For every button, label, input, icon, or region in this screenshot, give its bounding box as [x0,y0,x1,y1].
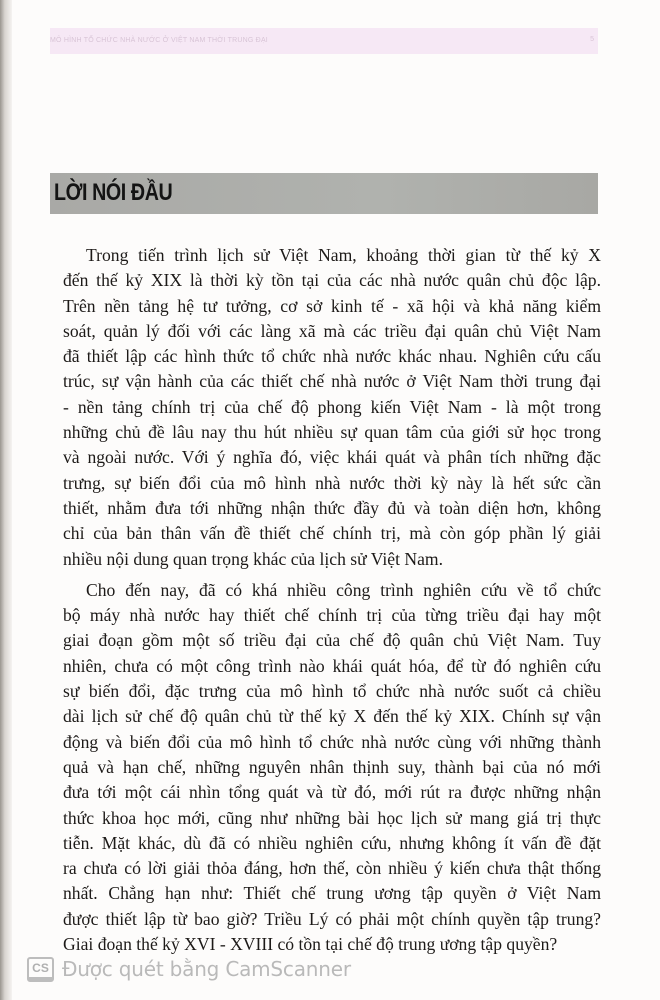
running-header-title: MÔ HÌNH TỔ CHỨC NHÀ NƯỚC Ở VIỆT NAM THỜI TRUNG ĐẠI [50,37,268,44]
section-heading-band [50,173,598,214]
text-line: trưng, sự biến đổi của mô hình nhà nước thời kỳ này là hết sức cần [63,472,601,493]
text-line: Trong tiến trình lịch sử Việt Nam, khoảng thời gian từ thế kỷ X [86,245,601,265]
text-line: và ngoài nước. Với ý nghĩa đó, việc khái quát và phân tích những đặc [63,447,601,468]
text-line: bộ máy nhà nước hay thiết chế chính trị của từng triều đại hay một [63,605,601,626]
text-line: đưa tới một cái nhìn tổng quát và từ đó, mới rút ra được những nhận [63,782,601,803]
page-edge-shadow [0,0,12,1000]
text-line: đến thế kỷ XIX là thời kỳ tồn tại của các nhà nước quân chủ độc lập. [63,270,601,291]
text-line: soát, quản lý đối với các làng xã mà các triều đại quân chủ Việt Nam [63,320,601,341]
text-line: đã thiết lập các hình thức tổ chức nhà nước khác nhau. Nghiên cứu cấu [63,346,601,367]
text-line: Giai đoạn thế kỷ XVI - XVIII có tồn tại chế độ trung ương tập quyền? [63,934,558,955]
text-line: chỉ của bản thân vấn đề thiết chế chính trị, mà còn góp phần lý giải [63,523,601,544]
paragraph-1 [63,243,601,572]
text-line: những chủ đề lâu nay thu hút nhiều sự quan tâm của giới sử học trong [63,422,601,443]
section-heading: LỜI NÓI ĐẦU [54,179,173,206]
text-line: nhất. Chẳng hạn như: Thiết chế trung ương tập quyền ở Việt Nam [63,883,601,904]
text-line: thức khoa học mới, cũng như những bài học lịch sử mang giá trị thực [63,807,601,828]
camscanner-watermark [27,955,351,983]
text-line: trúc, sự vận hành của các thiết chế nhà nước ở Việt Nam thời trung đại [63,371,601,392]
text-line: động và biến đổi của mô hình tổ chức nhà nước cùng với những thành [63,731,601,752]
text-line: tiễn. Mặt khác, dù đã có nhiều nghiên cứu, nhưng không ít vấn đề đặt [63,832,601,853]
body-text [63,243,601,957]
text-line: dài lịch sử chế độ quân chủ từ thế kỷ X đến thế kỷ XIX. Chính sự vận [63,706,601,727]
text-line: sự biến đổi, đặc trưng của mô hình tổ chức nhà nước suốt cả chiều [63,681,601,702]
camscanner-logo-icon: CS [27,957,54,982]
text-line: quả và hạn chế, những nguyên nhân thịnh suy, thành bại của nó mới [63,756,601,777]
text-line: được thiết lập từ bao giờ? Triều Lý có phải một chính quyền tập trung? [63,908,601,929]
text-line: Cho đến nay, đã có khá nhiều công trình nghiên cứu về tổ chức [86,579,601,600]
text-line: Trên nền tảng hệ tư tưởng, cơ sở kinh tế - xã hội và khả năng kiểm [63,295,601,316]
page-number: 5 [590,36,594,43]
text-line: nhiều nội dung quan trọng khác của lịch sử Việt Nam. [63,548,443,569]
text-line: - nền tảng chính trị của chế độ phong kiến Việt Nam - là một trong [63,396,601,417]
text-line: giai đoạn gồm một số triều đại của chế độ quân chủ Việt Nam. Tuy [63,630,601,651]
camscanner-text: Được quét bằng CamScanner [62,957,351,981]
text-line: thiết, nhằm đưa tới những nhận thức đầy đủ và toàn diện hơn, không [63,497,601,518]
text-line: ra chưa có lời giải thỏa đáng, hơn thế, còn nhiều ý kiến chưa thật thống [63,858,601,879]
text-line: nhiên, chưa có một công trình nào khái quát hóa, để từ đó nghiên cứu [63,655,601,676]
running-header [50,28,598,54]
paragraph-2 [63,578,601,957]
